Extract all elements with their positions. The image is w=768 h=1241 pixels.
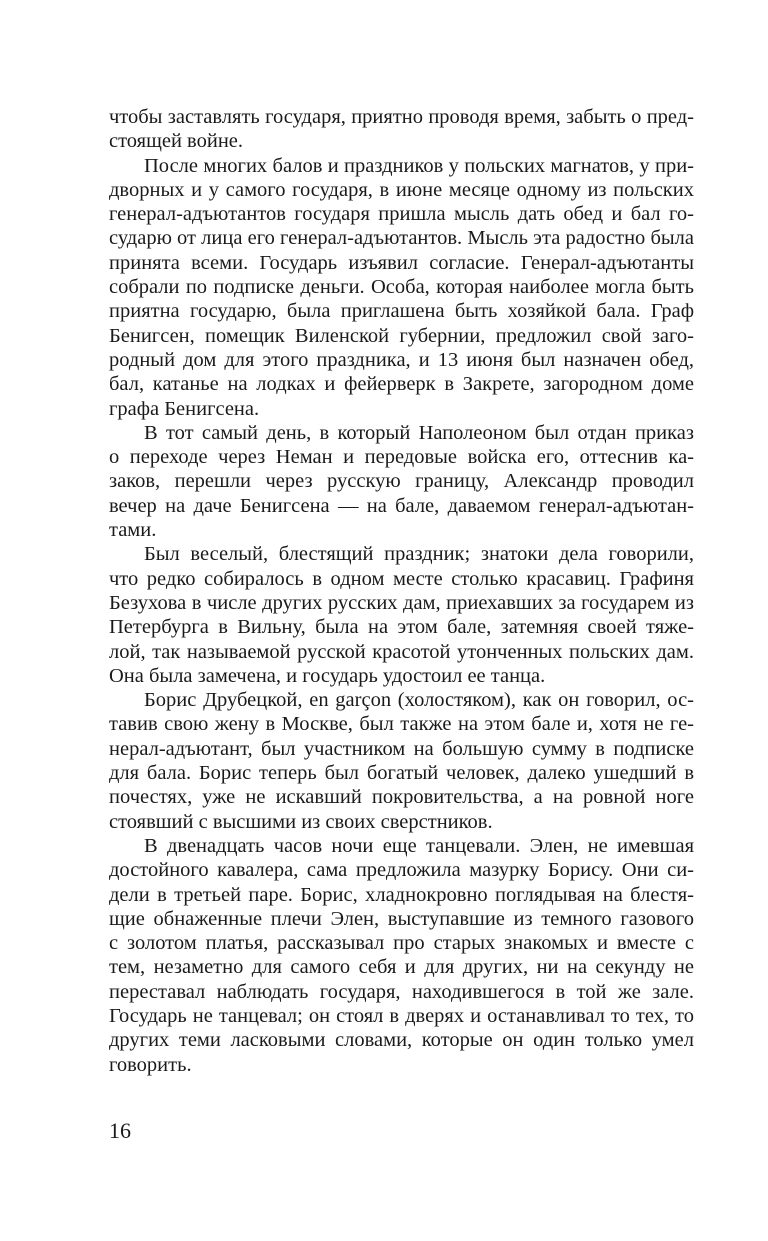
text-line: почестях, уже не искавший покровительства, а на ровной ноге (109, 786, 694, 809)
text-line: для бала. Борис теперь был богатый человек, далеко ушедший в (109, 762, 694, 785)
text-line: В двенадцать часов ночи еще танцевали. Элен, не имевшая (144, 834, 694, 857)
paragraph (109, 688, 694, 834)
text-line: В тот самый день, в который Наполеоном был отдан приказ (144, 421, 694, 444)
text-line: графа Бенигсена. (109, 397, 260, 420)
text-line: Борис Друбецкой, en garçon (холостяком), как он говорил, ос- (144, 689, 694, 712)
text-line: генерал-адъютантов государя пришла мысль дать обед и бал го- (109, 203, 694, 226)
text-line: о переходе через Неман и передовые войска его, оттеснив ка- (109, 446, 694, 469)
text-line: Был веселый, блестящий праздник; знатоки дела говорили, (144, 543, 694, 566)
paragraph (109, 421, 694, 542)
text-line: вечер на даче Бенигсена — на бале, даваемом генерал-адъютан- (109, 494, 694, 517)
text-line: достойного кавалера, сама предложила мазурку Борису. Они си- (109, 859, 694, 882)
text-line: дворных и у самого государя, в июне месяце одному из польских (109, 178, 694, 201)
text-line: нерал-адъютант, был участником на большую сумму в подписке (109, 737, 694, 760)
text-line: После многих балов и праздников у польских магнатов, у при- (144, 154, 694, 177)
text-line: Петербурга в Вильну, была на этом бале, затемняя своей тяже- (109, 616, 694, 639)
text-line: других теми ласковыми словами, которые он один только умел (109, 1029, 694, 1052)
text-line: родный дом для этого праздника, и 13 июня был назначен обед, (109, 348, 694, 371)
text-line: щие обнаженные плечи Элен, выступавшие из темного газового (109, 907, 694, 930)
paragraph (109, 105, 694, 154)
paragraph (109, 154, 694, 421)
text-line: лой, так называемой русской красотой утонченных польских дам. (109, 640, 694, 663)
text-line: Она была замечена, и государь удостоил ее танца. (109, 664, 546, 687)
text-line: тавив свою жену в Москве, был также на этом бале и, хотя не ге- (109, 713, 694, 736)
text-line: стоявший с высшими из своих сверстников. (109, 810, 493, 833)
paragraph (109, 542, 694, 688)
text-line: Государь не танцевал; он стоял в дверях и останавливал то тех, то (109, 1004, 694, 1027)
text-line: с золотом платья, рассказывал про старых знакомых и вместе с (109, 932, 694, 955)
text-line: что редко собиралось в одном месте столько красавиц. Графиня (109, 567, 694, 590)
body-text (109, 105, 694, 1077)
text-line: тем, незаметно для самого себя и для других, ни на секунду не (109, 956, 694, 979)
text-line: тами. (109, 519, 157, 542)
page-number: 16 (109, 1118, 131, 1143)
text-line: стоящей войне. (109, 130, 244, 153)
text-line: принята всеми. Государь изъявил согласие. Генерал-адъютанты (109, 251, 694, 274)
paragraph (109, 834, 694, 1077)
text-line: Бенигсен, помещик Виленской губернии, предложил свой заго- (109, 324, 694, 347)
text-line: говорить. (109, 1053, 192, 1076)
text-line: заков, перешли через русскую границу, Александр проводил (109, 470, 694, 493)
text-line: Безухова в числе других русских дам, приехавших за государем из (109, 591, 694, 614)
text-line: бал, катанье на лодках и фейерверк в Закрете, загородном доме (109, 373, 694, 396)
text-line: сударю от лица его генерал-адъютантов. Мысль эта радостно была (109, 227, 694, 250)
text-line: чтобы заставлять государя, приятно проводя время, забыть о пред- (109, 106, 694, 128)
text-line: приятна государю, была приглашена быть хозяйкой бала. Граф (109, 300, 694, 323)
text-line: собрали по подписке деньги. Особа, которая наиболее могла быть (109, 276, 694, 299)
text-line: дели в третьей паре. Борис, хладнокровно поглядывая на блестя- (109, 883, 694, 906)
text-line: переставал наблюдать государя, находившегося в той же зале. (109, 980, 694, 1003)
